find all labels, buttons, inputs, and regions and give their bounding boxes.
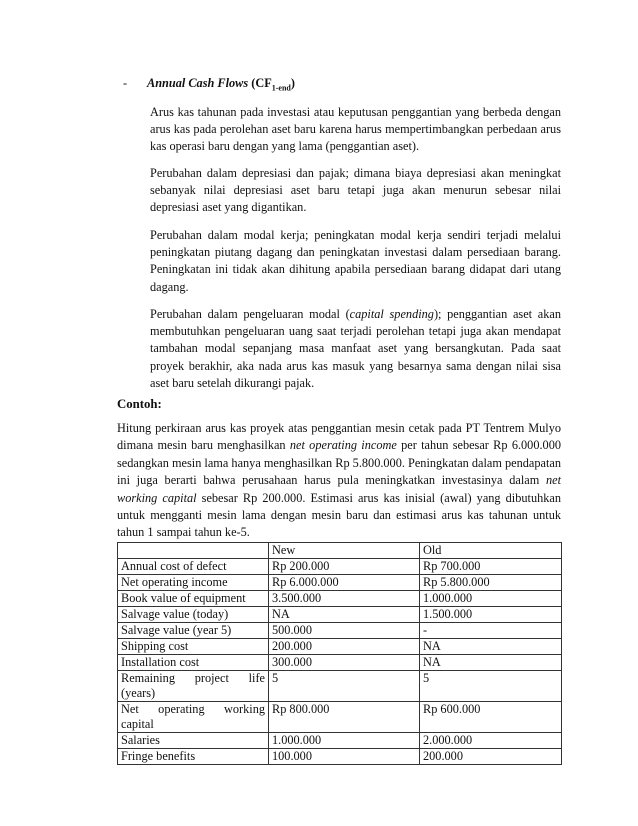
table-cell: 100.000 xyxy=(269,749,420,765)
table-row xyxy=(118,702,562,733)
table-cell: Shipping cost xyxy=(118,639,269,655)
paragraph-capital-spending: Perubahan dalam pengeluaran modal (capital spending); penggantian aset akan membutuhkan pengeluaran uang saat terjadi perolehan tetapi juga akan mendapat tambahan modal sepanjang masa manfaat aset yang bersangkutan. Pada saat proyek berakhir, aka nada arus kas masuk yang besarnya sama dengan nilai sisa aset baru setelah dikurangi pajak. xyxy=(150,307,561,390)
comparison-table xyxy=(117,542,562,765)
section-bullet xyxy=(123,76,295,92)
table-cell: Rp 6.000.000 xyxy=(269,575,420,591)
table-cell: Rp 700.000 xyxy=(420,559,562,575)
table-row xyxy=(118,575,562,591)
section-title-paren: $(CF_{1-end})$ xyxy=(251,76,295,93)
table-header-cell: New xyxy=(269,543,420,559)
table-cell: Annual cost of defect xyxy=(118,559,269,575)
table-cell: 5 xyxy=(420,671,562,702)
table-row xyxy=(118,749,562,765)
table-row xyxy=(118,623,562,639)
net-working-capital-term: net working capital xyxy=(117,473,561,505)
table-cell: 1.000.000 xyxy=(420,591,562,607)
table-row xyxy=(118,671,562,702)
example-heading: Contoh: xyxy=(117,397,162,411)
table-cell: Salaries xyxy=(118,733,269,749)
table-row xyxy=(118,559,562,575)
section-title: Annual Cash Flows xyxy=(147,76,249,90)
capital-spending-term: capital spending xyxy=(349,307,434,321)
table-cell: 3.500.000 xyxy=(269,591,420,607)
table-cell: 5 xyxy=(269,671,420,702)
bullet-dash: - xyxy=(123,76,128,90)
section-title-subscript: 1-end xyxy=(271,83,291,93)
table-cell: NA xyxy=(269,607,420,623)
table-cell: Rp 800.000 xyxy=(269,702,420,733)
table-cell: Salvage value (today) xyxy=(118,607,269,623)
table-cell: 300.000 xyxy=(269,655,420,671)
table-cell: NA xyxy=(420,655,562,671)
table-row xyxy=(118,733,562,749)
table-cell: Installation cost xyxy=(118,655,269,671)
table-cell: Net operating working capital xyxy=(118,702,269,733)
table-header-cell xyxy=(118,543,269,559)
table-row xyxy=(118,655,562,671)
table-row xyxy=(118,639,562,655)
table-cell: 1.500.000 xyxy=(420,607,562,623)
example-paragraph: Hitung perkiraan arus kas proyek atas penggantian mesin cetak pada PT Tentrem Mulyo dimana mesin baru menghasilkan net operating income per tahun sebesar Rp 6.000.000 sedangkan mesin lama hanya menghasilkan Rp 5.800.000. Peningkatan dalam pendapatan ini juga berarti bahwa perusahaan harus pula meningkatkan investasinya dalam net working capital sebesar Rp 200.000. Estimasi arus kas inisial (awal) yang dibutuhkan untuk mengganti mesin lama dengan mesin baru dan estimasi arus kas tahunan untuk tahun 1 sampai tahun ke-5. xyxy=(117,421,562,540)
table-cell: Salvage value (year 5) xyxy=(118,623,269,639)
table-cell: 2.000.000 xyxy=(420,733,562,749)
table-cell: Book value of equipment xyxy=(118,591,269,607)
table-cell: Rp 5.800.000 xyxy=(420,575,562,591)
table-cell: 1.000.000 xyxy=(269,733,420,749)
table-header-cell: Old xyxy=(420,543,562,559)
table-cell: Rp 600.000 xyxy=(420,702,562,733)
table-row xyxy=(118,591,562,607)
table-cell: Rp 200.000 xyxy=(269,559,420,575)
table-cell: Fringe benefits xyxy=(118,749,269,765)
table-header-row xyxy=(118,543,562,559)
paragraph-depreciation: Perubahan dalam depresiasi dan pajak; dimana biaya depresiasi akan meningkat sebanyak nilai depresiasi aset baru tetapi juga akan menurun sebesar nilai depresiasi aset yang digantikan. xyxy=(150,166,561,215)
table-cell: Remaining project life (years) xyxy=(118,671,269,702)
paragraph-annual-cash-flows: Arus kas tahunan pada investasi atau keputusan penggantian yang berbeda dengan arus kas pada perolehan aset baru karena harus mempertimbangkan perbedaan arus kas operasi baru dengan yang lama (penggantian aset). xyxy=(150,105,561,154)
table-cell: 500.000 xyxy=(269,623,420,639)
table-cell: 200.000 xyxy=(269,639,420,655)
table-cell: 200.000 xyxy=(420,749,562,765)
table-cell: NA xyxy=(420,639,562,655)
table-cell: - xyxy=(420,623,562,639)
table-cell: Net operating income xyxy=(118,575,269,591)
net-operating-income-term: net operating income xyxy=(289,438,397,453)
table-row xyxy=(118,607,562,623)
paragraph-working-capital: Perubahan dalam modal kerja; peningkatan modal kerja sendiri terjadi melalui peningkatan piutang dagang dan peningkatan investasi dalam persediaan barang. Peningkatan ini tidak akan dihitung apabila persediaan barang didapat dari utang dagang. xyxy=(150,228,561,294)
